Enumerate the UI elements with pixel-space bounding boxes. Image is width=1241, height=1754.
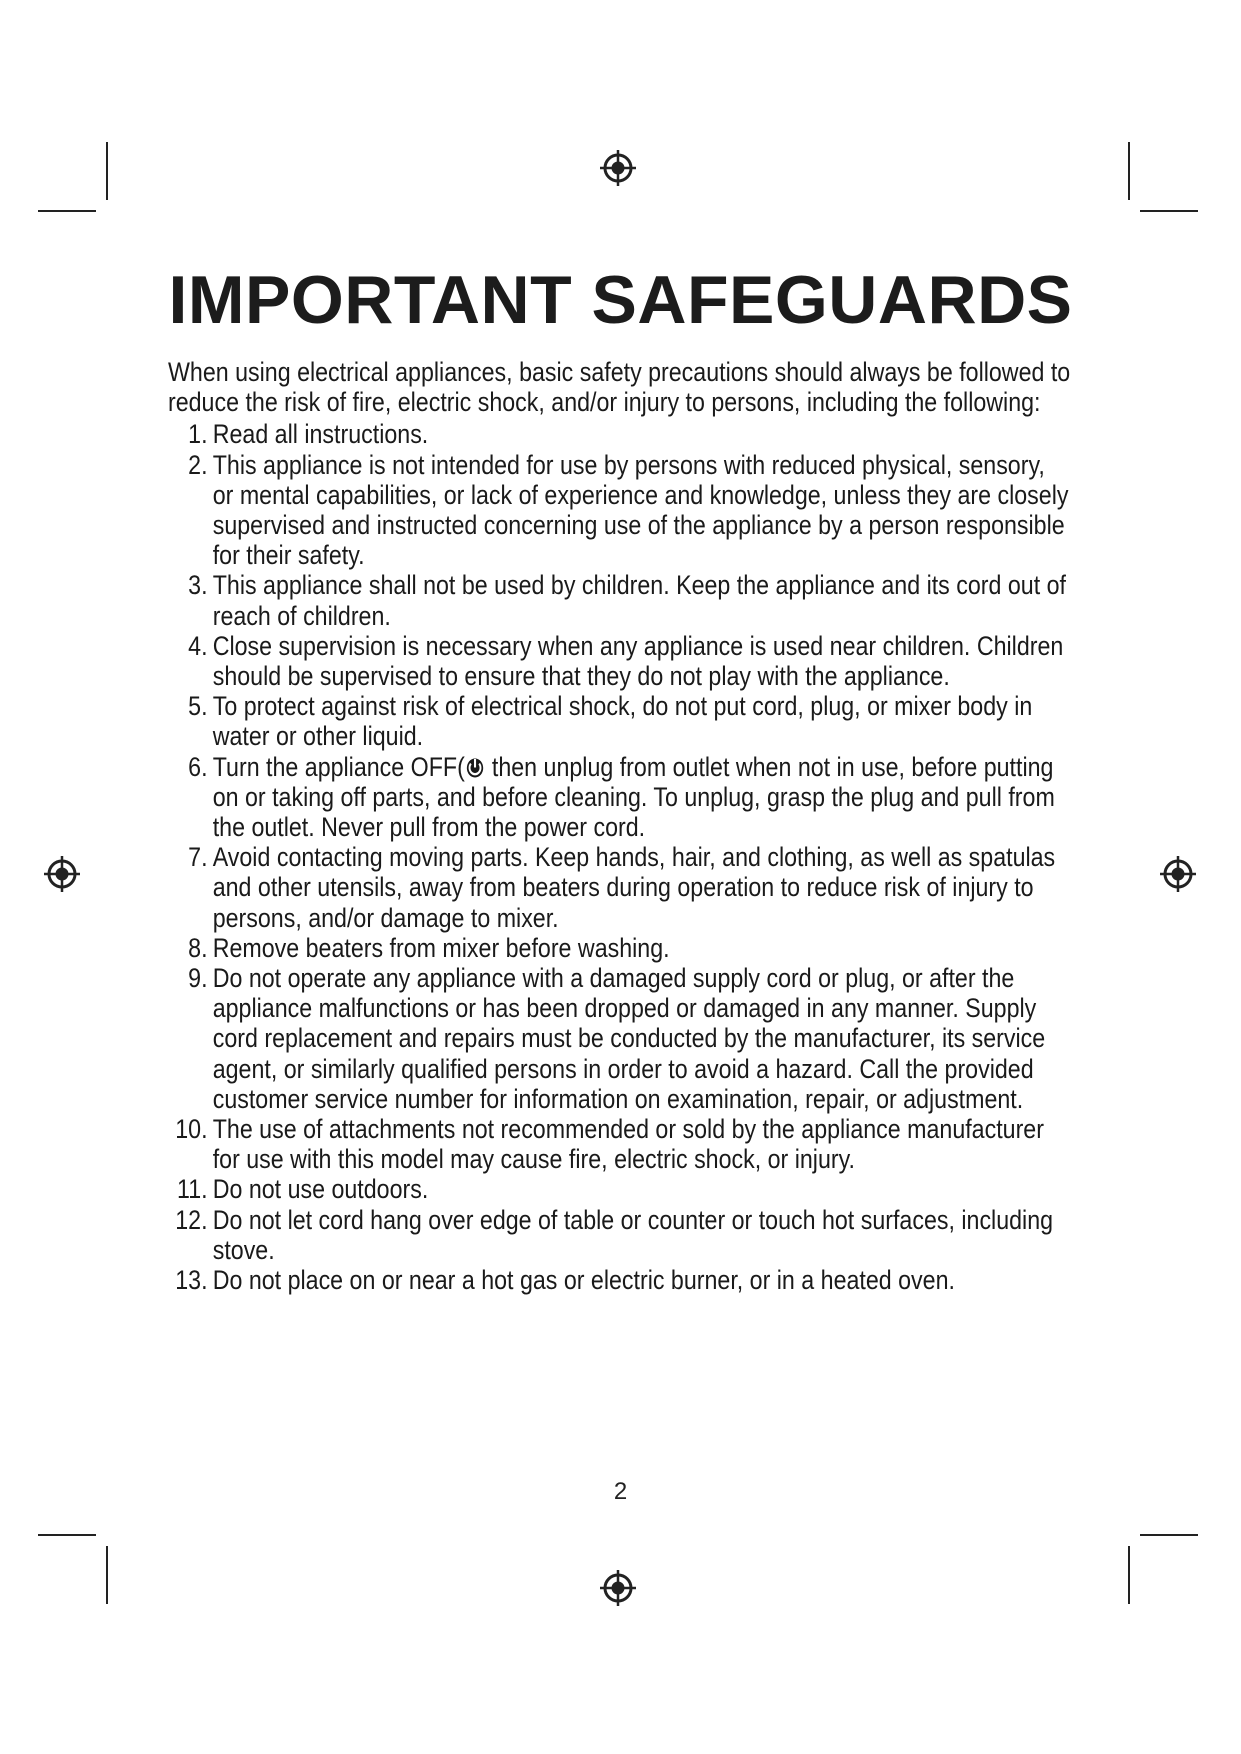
list-item bbox=[168, 570, 1071, 630]
crop-mark-top-right-vertical bbox=[1128, 142, 1130, 200]
list-item bbox=[168, 631, 1071, 691]
item-text: This appliance shall not be used by children. Keep the appliance and its cord out of reach of children. bbox=[212, 570, 1066, 631]
registration-target-icon bbox=[42, 854, 82, 894]
registration-target-icon bbox=[598, 148, 638, 188]
list-item bbox=[168, 419, 1071, 449]
intro-paragraph: When using electrical appliances, basic safety precautions should always be followed to reduce the risk of fire, electric shock, and/or injury to persons, including the following: bbox=[168, 357, 1071, 418]
item-number: 2. bbox=[188, 449, 208, 480]
page-number: 2 bbox=[613, 1478, 628, 1505]
list-item bbox=[168, 933, 1071, 963]
list-item bbox=[168, 1174, 1071, 1204]
list-item bbox=[168, 1205, 1071, 1265]
crop-mark-top-left-horizontal bbox=[38, 210, 96, 212]
list-item bbox=[168, 752, 1071, 843]
item-number: 9. bbox=[188, 963, 208, 994]
list-item bbox=[168, 963, 1071, 1114]
list-item bbox=[168, 450, 1071, 571]
item-number: 7. bbox=[188, 842, 208, 873]
crop-mark-bottom-right-vertical bbox=[1128, 1546, 1130, 1604]
item-text: Avoid contacting moving parts. Keep hands, hair, and clothing, as well as spatulas and other utensils, away from beaters during operation to reduce risk of injury to persons, and/or damage to mixer. bbox=[212, 842, 1056, 933]
safeguards-list bbox=[168, 419, 1071, 1295]
item-text-after: then unplug from outlet when not in use, before putting on or taking off parts, and before cleaning. To unplug, grasp the plug and pull from the outlet. Never pull from the power cord. bbox=[212, 751, 1055, 843]
item-text: Do not use outdoors. bbox=[212, 1174, 429, 1205]
item-number: 13. bbox=[175, 1265, 208, 1296]
item-text: Remove beaters from mixer before washing. bbox=[212, 932, 670, 963]
safeguards-content bbox=[168, 357, 1071, 1295]
registration-target-icon bbox=[598, 1568, 638, 1608]
item-text: Do not operate any appliance with a damaged supply cord or plug, or after the appliance malfunctions or has been dropped or damaged in any manner. Supply cord replacement and repairs must be conducted by the manufacturer, its service agent, or similarly qualified persons in order to avoid a hazard. Call the provided customer service number for information on examination, repair, or adjustment. bbox=[212, 963, 1046, 1114]
list-item bbox=[168, 842, 1071, 933]
list-item bbox=[168, 1265, 1071, 1295]
item-number: 4. bbox=[188, 630, 208, 661]
item-number: 8. bbox=[188, 932, 208, 963]
list-item bbox=[168, 1114, 1071, 1174]
item-text-before: Turn the appliance OFF( bbox=[212, 751, 465, 782]
item-text: The use of attachments not recommended or sold by the appliance manufacturer for use with this model may cause fire, electric shock, or injury. bbox=[212, 1114, 1044, 1175]
item-number: 12. bbox=[175, 1204, 208, 1235]
item-number: 11. bbox=[177, 1174, 208, 1205]
item-text: This appliance is not intended for use by persons with reduced physical, sensory, or mental capabilities, or lack of experience and knowledge, unless they are closely supervised and instructed concerning use of the appliance by a person responsible for their safety. bbox=[212, 449, 1069, 571]
item-number: 5. bbox=[188, 691, 208, 722]
list-item bbox=[168, 691, 1071, 751]
power-off-icon bbox=[465, 754, 486, 780]
item-text: To protect against risk of electrical shock, do not put cord, plug, or mixer body in water or other liquid. bbox=[212, 691, 1033, 752]
crop-mark-top-left-vertical bbox=[106, 142, 108, 200]
item-number: 1. bbox=[188, 419, 208, 450]
crop-mark-bottom-left-horizontal bbox=[38, 1534, 96, 1536]
page-title: IMPORTANT SAFEGUARDS bbox=[168, 262, 1073, 338]
item-number: 10. bbox=[175, 1114, 208, 1145]
item-number: 3. bbox=[188, 570, 208, 601]
item-text: Close supervision is necessary when any appliance is used near children. Children should be supervised to ensure that they do not play with the appliance. bbox=[212, 630, 1064, 692]
crop-mark-top-right-horizontal bbox=[1140, 210, 1198, 212]
crop-mark-bottom-right-horizontal bbox=[1140, 1534, 1198, 1536]
item-text: Do not place on or near a hot gas or electric burner, or in a heated oven. bbox=[212, 1265, 955, 1296]
item-number: 6. bbox=[188, 751, 208, 782]
item-text: Do not let cord hang over edge of table or counter or touch hot surfaces, including stove. bbox=[212, 1204, 1054, 1265]
item-text: Read all instructions. bbox=[212, 419, 429, 450]
registration-target-icon bbox=[1158, 854, 1198, 894]
crop-mark-bottom-left-vertical bbox=[106, 1546, 108, 1604]
